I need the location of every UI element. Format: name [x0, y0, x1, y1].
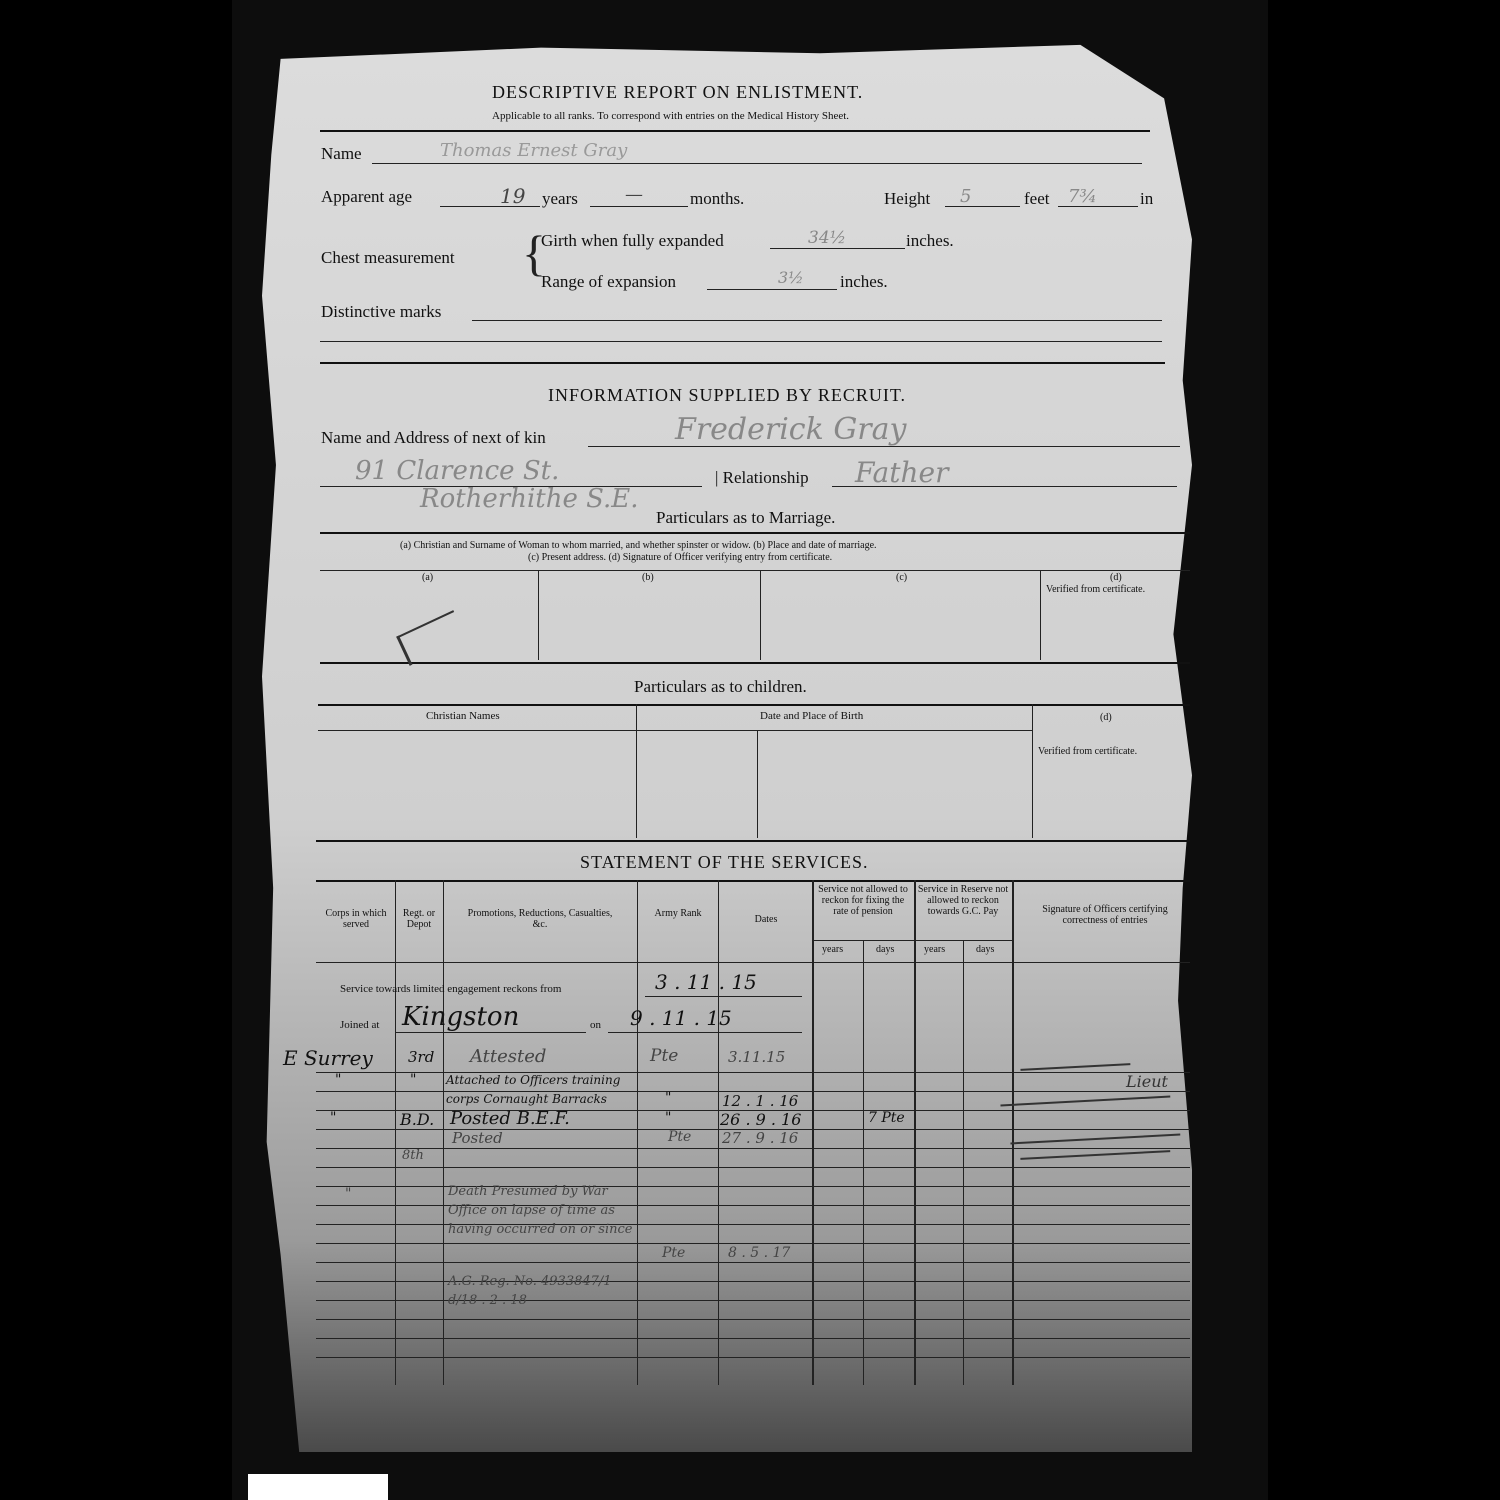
services-col-regt: Regt. or Depot: [402, 908, 436, 930]
marriage-col-d: (d): [1110, 572, 1122, 583]
children-col-birth: Date and Place of Birth: [760, 710, 864, 722]
services-col-line-5: [812, 880, 814, 1385]
services-days-2: days: [976, 944, 995, 955]
recruit-info-heading: INFORMATION SUPPLIED BY RECRUIT.: [548, 385, 907, 405]
height-feet-line: [945, 206, 1020, 207]
marks-label: Distinctive marks: [321, 302, 442, 321]
age-years-value: 19: [500, 184, 526, 208]
children-header-line: [318, 730, 1032, 731]
kin-address-2: Rotherhithe S.E.: [420, 484, 639, 514]
joined-place: Kingston: [402, 1002, 520, 1032]
reckons-line: [645, 996, 802, 997]
row-3-rank: ": [665, 1110, 672, 1126]
chest-label: Chest measurement: [321, 248, 455, 267]
marriage-rule-top: [320, 532, 1190, 534]
marks-line-1: [472, 320, 1162, 321]
name-line: [372, 163, 1142, 164]
name-value: Thomas Ernest Gray: [440, 140, 628, 161]
girth-line: [770, 248, 905, 249]
services-col-dates: Dates: [754, 914, 778, 925]
row-1-regt: 3rd: [408, 1048, 435, 1066]
range-label: Range of expansion: [541, 272, 677, 291]
services-col-reserve: Service in Reserve not allowed to reckon towards G.C. Pay: [917, 884, 1009, 917]
children-col-d: (d): [1100, 712, 1112, 723]
services-heading: STATEMENT OF THE SERVICES.: [580, 852, 869, 872]
services-col-not-allowed: Service not allowed to reckon for fixing the rate of pension: [818, 884, 908, 917]
children-rule-bottom: [316, 840, 1190, 842]
children-verified: Verified from certificate.: [1038, 746, 1138, 757]
marriage-note-2: (c) Present address. (d) Signature of Officer verifying entry from certificate.: [528, 552, 833, 563]
reckons-label: Service towards limited engagement reckons from: [340, 983, 562, 995]
kin-name-value: Frederick Gray: [675, 412, 907, 447]
service-rule: [316, 1262, 1190, 1263]
row-2-regt: ": [410, 1072, 417, 1088]
row-5-promo: Death Presumed by War Office on lapse of time as having occurred on or since: [448, 1184, 633, 1237]
row-2-date: 12 . 1 . 16: [722, 1092, 799, 1110]
girth-value: 34½: [808, 228, 847, 248]
row-3-promo: Posted B.E.F.: [450, 1108, 570, 1129]
row-4-regt: 8th: [402, 1148, 424, 1163]
form-title: DESCRIPTIVE REPORT ON ENLISTMENT.: [492, 82, 864, 102]
service-rule: [316, 1357, 1190, 1358]
age-months-line: [590, 206, 688, 207]
age-months-value: —: [625, 184, 643, 205]
children-col-divider-2: [757, 730, 758, 838]
marriage-header-line: [320, 570, 1190, 571]
kin-address-1: 91 Clarence St.: [355, 456, 560, 486]
services-col-line-2: [443, 880, 444, 1385]
marriage-rule-bottom: [320, 662, 1190, 664]
services-col-signature: Signature of Officers certifying correctness of entries: [1042, 904, 1168, 926]
inches-abbr: in: [1140, 189, 1154, 208]
services-col-line-1: [395, 880, 396, 1385]
range-value: 3½: [778, 268, 804, 287]
services-col-line-7: [914, 880, 916, 1385]
range-unit: inches.: [840, 272, 888, 291]
name-label: Name: [321, 144, 362, 163]
row-1-corps: E Surrey: [283, 1046, 373, 1070]
marriage-col-divider-3: [1040, 570, 1041, 660]
marriage-verified: Verified from certificate.: [1046, 584, 1146, 595]
days-note: 7 Pte: [868, 1110, 905, 1126]
range-line: [707, 289, 837, 290]
months-label: months.: [690, 189, 745, 208]
joined-label: Joined at: [340, 1019, 380, 1031]
years-label: years: [542, 189, 578, 208]
children-col-divider-3: [1032, 704, 1033, 838]
header-rule: [320, 130, 1150, 132]
services-col-promotions: Promotions, Reductions, Casualties, &c.: [467, 908, 613, 930]
marriage-note-1: (a) Christian and Surname of Woman to whom married, and whether spinster or widow. (b) Place and date of marriage.: [400, 540, 877, 551]
row-6-promo: A.G. Reg. No. 4933847/1 d/18 . 2 . 18: [448, 1274, 612, 1308]
marriage-col-b: (b): [642, 572, 654, 583]
row-1-rank: Pte: [650, 1046, 679, 1066]
row-2-rank: ": [665, 1090, 672, 1106]
height-label: Height: [884, 189, 931, 208]
service-rule: [316, 1338, 1190, 1339]
joined-place-line: [396, 1032, 586, 1033]
service-rule: [316, 1243, 1190, 1244]
services-days-1: days: [876, 944, 895, 955]
reckons-date: 3 . 11 . 15: [655, 970, 757, 994]
height-inches-value: 7¾: [1068, 186, 1097, 207]
services-years-1: years: [822, 944, 844, 955]
marks-line-2: [320, 341, 1162, 342]
officer-rank: Lieut: [1126, 1072, 1168, 1091]
row-3-date: 26 . 9 . 16: [720, 1110, 802, 1129]
children-heading: Particulars as to children.: [634, 677, 807, 696]
services-col-rank: Army Rank: [654, 908, 702, 919]
row-5-date: 8 . 5 . 17: [728, 1245, 791, 1261]
marriage-col-divider-1: [538, 570, 539, 660]
scan-label-patch: [248, 1474, 388, 1500]
row-1-promo: Attested: [470, 1046, 547, 1067]
services-subheader-line: [812, 940, 1012, 941]
marriage-col-divider-2: [760, 570, 761, 660]
marriage-heading: Particulars as to Marriage.: [656, 508, 836, 527]
on-label: on: [590, 1019, 601, 1031]
children-rule-top: [318, 704, 1190, 706]
services-header-bottom-line: [316, 962, 1190, 963]
relationship-value: Father: [855, 456, 949, 489]
kin-label: Name and Address of next of kin: [321, 428, 546, 447]
marriage-col-a: (a): [422, 572, 434, 583]
row-5-rank: Pte: [662, 1245, 686, 1261]
row-2-promo: Attached to Officers training corps Cornaught Barracks: [446, 1073, 621, 1106]
row-5-corps: ": [345, 1186, 352, 1202]
form-subtitle: Applicable to all ranks. To correspond with entries on the Medical History Sheet.: [492, 110, 850, 122]
children-col-names: Christian Names: [426, 710, 500, 722]
service-rule: [316, 1167, 1190, 1168]
services-years-2: years: [924, 944, 946, 955]
service-rule: [316, 1319, 1190, 1320]
row-3-corps: ": [330, 1110, 337, 1126]
row-1-date: 3.11.15: [728, 1048, 786, 1066]
height-feet-value: 5: [960, 186, 972, 207]
row-4-date: 27 . 9 . 16: [722, 1129, 799, 1147]
joined-date-line: [608, 1032, 802, 1033]
marriage-col-c: (c): [896, 572, 908, 583]
chest-brace: {: [522, 225, 546, 281]
row-3-regt: B.D.: [400, 1110, 435, 1129]
children-col-divider-1: [636, 704, 637, 838]
relationship-label: | Relationship: [715, 468, 809, 487]
row-2-corps: ": [335, 1072, 342, 1088]
girth-label: Girth when fully expanded: [541, 231, 724, 250]
age-label: Apparent age: [321, 187, 413, 206]
services-col-line-4: [718, 880, 719, 1385]
girth-unit: inches.: [906, 231, 954, 250]
row-4-rank: Pte: [668, 1129, 692, 1145]
row-4-promo: Posted: [452, 1129, 503, 1147]
joined-date: 9 . 11 . 15: [630, 1006, 732, 1030]
feet-label: feet: [1024, 189, 1050, 208]
services-rule-top: [316, 880, 1190, 882]
section-rule-1: [320, 362, 1165, 364]
services-col-corps: Corps in which served: [325, 908, 387, 930]
